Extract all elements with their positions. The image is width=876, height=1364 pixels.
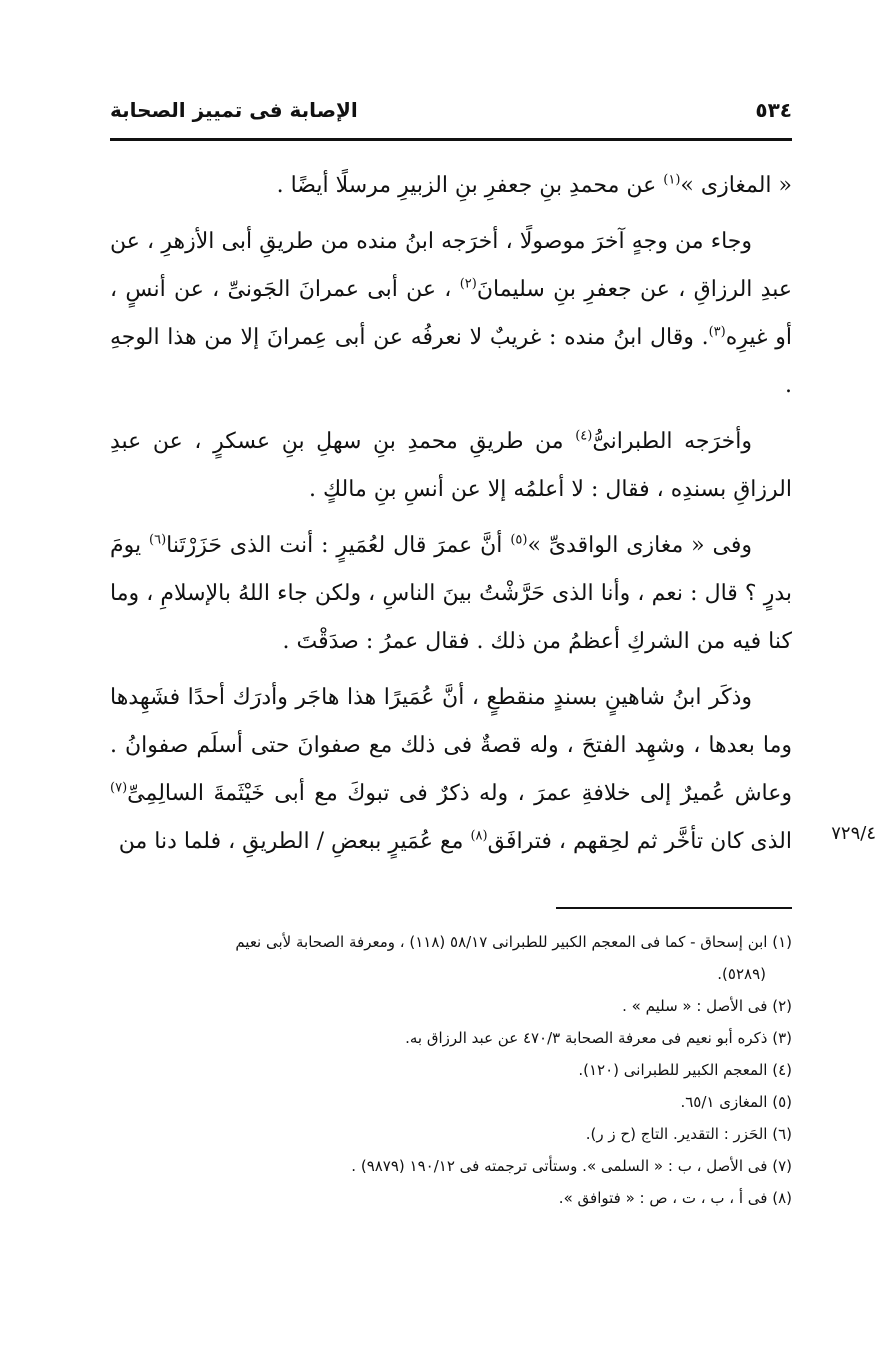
- text-segment: وأخرَجه الطبرانىُّ: [592, 429, 753, 454]
- text-segment: ، عن أبى عمرانَ الجَونىِّ ، عن أنسٍ ، أو غيرِه: [110, 277, 792, 350]
- footnote-3: (٣) ذكره أبو نعيم فى معرفة الصحابة ٤٧٠/٣ عن عبد الرزاق به.: [405, 1029, 792, 1047]
- margin-volume-page-note: ٧٢٩/٤: [831, 823, 876, 844]
- text-segment: عن محمدِ بنِ جعفرِ بنِ الزبيرِ مرسلًا أيضًا .: [276, 173, 664, 198]
- page-number: ٥٣٤: [755, 98, 792, 122]
- paragraph-4: [110, 522, 792, 666]
- footnote-ref: (٢): [459, 276, 477, 292]
- footnote-2: (٢) فى الأصل : « سليم » .: [622, 997, 792, 1015]
- text-segment: وفى « مغازى الواقدىِّ »: [527, 533, 752, 558]
- footnote-ref: (٨): [470, 828, 488, 844]
- footnotes: [110, 926, 792, 1214]
- page-header: [110, 92, 792, 128]
- footnote-ref: (٥): [510, 532, 528, 548]
- footnote-ref: (٦): [149, 532, 167, 548]
- footnote-rule: [556, 907, 792, 909]
- running-title: الإصابة فى تمييز الصحابة: [110, 98, 358, 122]
- footnote-ref: (٧): [110, 780, 128, 796]
- main-text: [110, 162, 792, 874]
- text-segment: مع عُمَيرٍ ببعضِ / الطريقِ ، فلما دنا من: [118, 829, 471, 854]
- footnote-6: (٦) الحَزر : التقدير. التاج (ح ز ر).: [585, 1125, 792, 1143]
- footnote-8: (٨) فى أ ، ب ، ت ، ص : « فتوافق ».: [558, 1189, 792, 1207]
- header-rule: [110, 138, 792, 141]
- text-segment: أنَّ عمرَ قال لعُمَيرٍ : أنت الذى حَزَرْتَنا: [166, 533, 511, 558]
- paragraph-2: [110, 218, 792, 410]
- footnote-7: (٧) فى الأصل ، ب : « السلمى ». وستأتى ترجمته فى ١٩٠/١٢ (٩٨٧٩) .: [351, 1157, 792, 1175]
- footnote-1: (١) ابن إسحاق - كما فى المعجم الكبير للطبرانى ٥٨/١٧ (١١٨) ، ومعرفة الصحابة لأبى نعيم: [235, 933, 792, 951]
- text-segment: وجاء من وجهٍ آخرَ موصولًا ، أخرَجه ابنُ منده من طريقِ أبى الأزهرِ ، عن عبدِ الرزاقِ ، عن جعفرِ بنِ سليمانَ: [110, 229, 792, 302]
- footnote-5: (٥) المغازى ٦٥/١.: [680, 1093, 792, 1111]
- text-segment: من طريقِ محمدِ بنِ سهلِ بنِ عسكرٍ ، عن عبدِ الرزاقِ بسندِه ، فقال : لا أعلمُه إلا عن أنسِ بنِ مالكٍ .: [110, 429, 792, 502]
- text-segment: وذكَر ابنُ شاهينٍ بسندٍ منقطعٍ ، أنَّ عُمَيرًا هذا هاجَر وأدرَك أحدًا فشَهِدها وما بعدها ، وشهِد الفتحَ ، وله قصةٌ فى ذلك مع صفوانَ حتى أسلَم صفوانُ . وعاش عُميرٌ إلى خلافةِ عمرَ ، وله ذكرٌ فى تبوكَ مع أبى خَيْثَمةَ السالِمِىِّ: [110, 685, 792, 806]
- footnote-1-continuation: (٥٢٨٩).: [717, 965, 766, 983]
- footnote-ref: (١): [663, 172, 681, 188]
- text-segment: يومَ بدرٍ ؟ قال : نعم ، وأنا الذى حَرَّشْتُ بينَ الناسِ ، ولكن جاء اللهُ بالإسلامِ ، وما كنا فيه من الشركِ أعظمُ من ذلك . فقال عمرُ : صدَقْتَ .: [110, 533, 792, 654]
- footnote-4: (٤) المعجم الكبير للطبرانى (١٢٠).: [578, 1061, 792, 1079]
- paragraph-1: [110, 162, 792, 210]
- text-segment: . وقال ابنُ منده : غريبٌ لا نعرفُه عن أبى عِمرانَ إلا من هذا الوجهِ .: [110, 325, 792, 398]
- paragraph-3: [110, 418, 792, 514]
- footnote-ref: (٣): [708, 324, 726, 340]
- text-segment: الذى كان تأخَّر ثم لحِقهم ، فترافَق: [487, 829, 792, 854]
- paragraph-5: [110, 674, 792, 866]
- text-segment: « المغازى »: [680, 173, 792, 198]
- footnote-ref: (٤): [575, 428, 593, 444]
